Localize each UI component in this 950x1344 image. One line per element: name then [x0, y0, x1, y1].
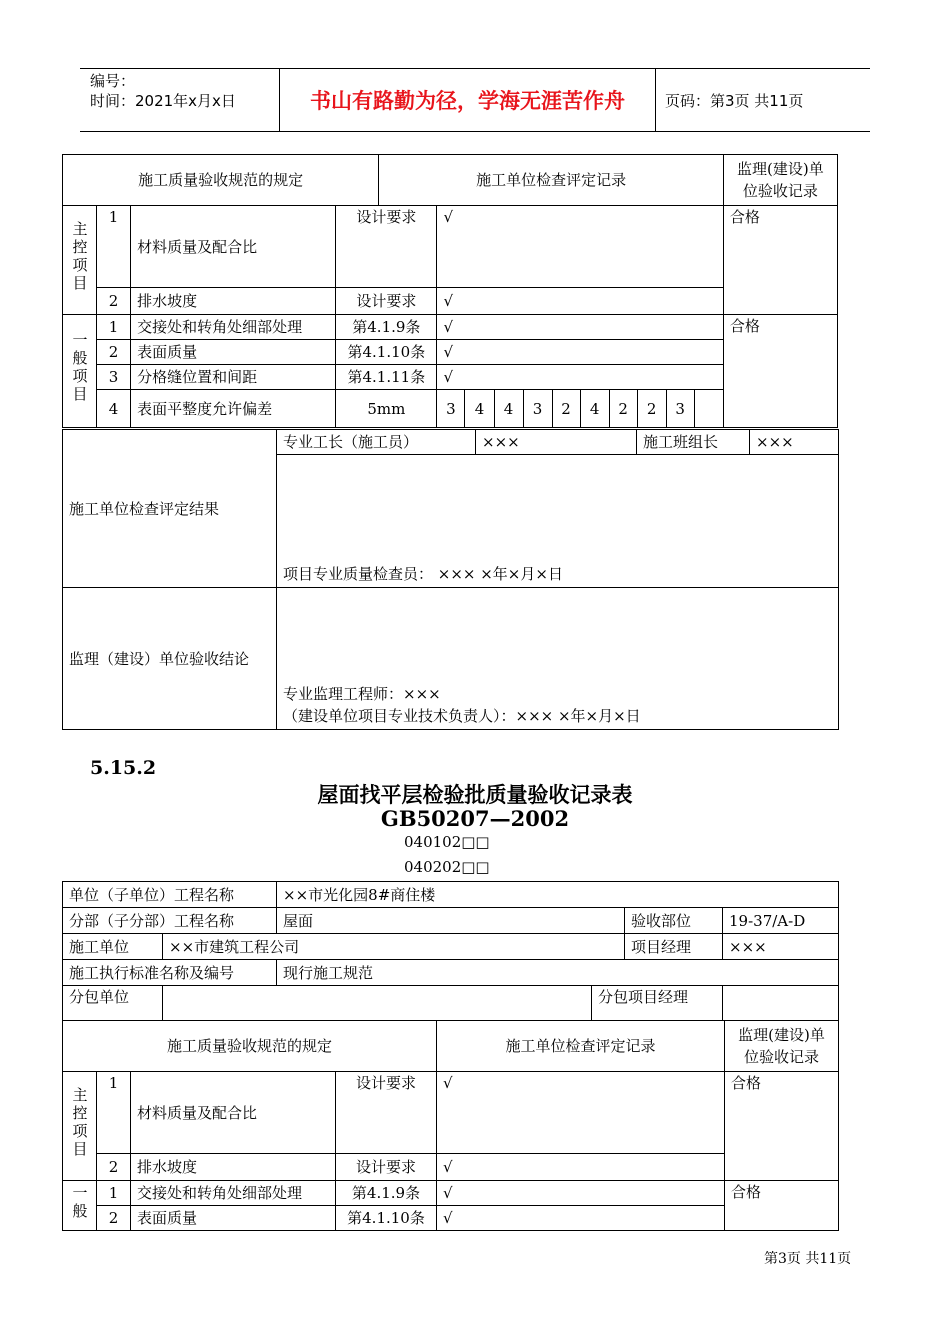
- form-code: 040202□□: [404, 858, 490, 876]
- general-items-label: 一般项目: [70, 332, 89, 404]
- col-spec-header: 施工质量验收规范的规定: [63, 1021, 437, 1072]
- deviation-cell: 4: [494, 390, 523, 428]
- row-item: 材料质量及配合比: [131, 206, 336, 288]
- main-items-label: 主控项目: [70, 1087, 89, 1159]
- row-no: 2: [97, 340, 131, 365]
- main-items-label: 主控项目: [70, 221, 89, 293]
- deviation-cell: 3: [437, 390, 465, 428]
- standard-name-value: 现行施工规范: [277, 960, 839, 986]
- project-manager-label: 项目经理: [625, 934, 723, 960]
- row-mark: √: [437, 365, 723, 390]
- row-spec: 第4.1.9条: [336, 1181, 437, 1206]
- header-meta: [80, 69, 280, 131]
- inspector-line: 项目专业质量检查员： ××× ×年×月×日: [277, 455, 839, 588]
- deviation-cell: 3: [666, 390, 694, 428]
- team-leader-label: 施工班组长: [637, 430, 750, 455]
- subcontractor-value: [163, 986, 592, 1021]
- row-mark: √: [437, 315, 723, 340]
- row-spec: 设计要求: [336, 206, 437, 288]
- row-mark: √: [437, 1154, 725, 1181]
- row-item: 分格缝位置和间距: [131, 365, 336, 390]
- row-no: 4: [97, 390, 131, 428]
- row-spec: 5mm: [336, 390, 437, 428]
- form-standard: GB50207—2002: [380, 806, 570, 831]
- foreman-value: ×××: [476, 430, 637, 455]
- inspection-table-1-signoff: [62, 429, 839, 730]
- engineer-line: 专业监理工程师：×××: [283, 685, 441, 703]
- foreman-label: 专业工长（施工员）: [277, 430, 476, 455]
- general-items-group: [63, 315, 97, 428]
- project-manager-value: ×××: [723, 934, 839, 960]
- deviation-cell: 4: [580, 390, 609, 428]
- header-motto: 书山有路勤为径，学海无涯苦作舟: [280, 69, 656, 131]
- standard-name-label: 施工执行标准名称及编号: [63, 960, 277, 986]
- row-mark: √: [437, 340, 723, 365]
- general-items-label: 一般: [70, 1184, 89, 1221]
- row-mark: √: [437, 288, 723, 315]
- row-item: 表面平整度允许偏差: [131, 390, 336, 428]
- form-title: 屋面找平层检验批质量验收记录表: [317, 782, 633, 807]
- row-no: 2: [97, 1206, 131, 1231]
- row-no: 1: [97, 315, 131, 340]
- row-spec: 设计要求: [336, 1072, 437, 1154]
- row-spec: 第4.1.10条: [336, 340, 437, 365]
- general-items-group: [63, 1181, 97, 1231]
- row-item: 交接处和转角处细部处理: [131, 315, 336, 340]
- deviation-cell: 4: [465, 390, 494, 428]
- deviation-cell: 3: [523, 390, 552, 428]
- general-pass-cell: 合格: [723, 315, 837, 428]
- sub-manager-label: 分包项目经理: [592, 986, 723, 1021]
- main-items-group: [63, 206, 97, 315]
- result-label: 施工单位检查评定结果: [63, 430, 277, 588]
- unit-name-label: 单位（子单位）工程名称: [63, 882, 277, 908]
- sub-manager-value: [723, 986, 839, 1021]
- row-no: 2: [97, 288, 131, 315]
- inspection-table-1: [62, 154, 838, 428]
- row-spec: 第4.1.10条: [336, 1206, 437, 1231]
- deviation-cell: 2: [609, 390, 637, 428]
- deviation-cell: 2: [552, 390, 580, 428]
- section-number: 5.15.2: [90, 757, 157, 779]
- row-spec: 第4.1.11条: [336, 365, 437, 390]
- contractor-label: 施工单位: [63, 934, 163, 960]
- acceptance-part-value: 19-37/A-D: [723, 908, 839, 934]
- contractor-value: ××市建筑工程公司: [163, 934, 625, 960]
- general-pass-cell: 合格: [725, 1181, 839, 1231]
- doc-number-label: 编号：: [90, 72, 136, 90]
- col-record-header: 施工单位检查评定记录: [437, 1021, 725, 1072]
- row-no: 1: [97, 1072, 131, 1154]
- col-supervise-header: 监理(建设)单位验收记录: [723, 155, 837, 206]
- unit-name-value: ××市光化园8#商住楼: [277, 882, 839, 908]
- inspection-table-2: [62, 1020, 839, 1231]
- row-item: 表面质量: [131, 340, 336, 365]
- conclusion-signoff: [277, 588, 839, 730]
- page-header: [80, 68, 870, 132]
- row-item: 表面质量: [131, 1206, 336, 1231]
- row-no: 2: [97, 1154, 131, 1181]
- row-item: 排水坡度: [131, 1154, 336, 1181]
- col-supervise-header: 监理(建设)单位验收记录: [725, 1021, 839, 1072]
- row-item: 材料质量及配合比: [131, 1072, 336, 1154]
- main-items-group: [63, 1072, 97, 1181]
- col-record-header: 施工单位检查评定记录: [379, 155, 723, 206]
- team-leader-value: ×××: [750, 430, 839, 455]
- row-mark: √: [437, 1206, 725, 1231]
- row-mark: √: [437, 206, 723, 288]
- owner-line: （建设单位项目专业技术负责人）：××× ×年×月×日: [283, 707, 641, 725]
- subcontractor-label: 分包单位: [63, 986, 163, 1021]
- row-no: 1: [97, 206, 131, 288]
- row-no: 1: [97, 1181, 131, 1206]
- row-item: 排水坡度: [131, 288, 336, 315]
- form-code: 040102□□: [404, 833, 490, 851]
- row-no: 3: [97, 365, 131, 390]
- row-mark: √: [437, 1181, 725, 1206]
- header-page-number: 页码：第3页 共11页: [665, 91, 804, 110]
- deviation-cell: [694, 390, 723, 428]
- conclusion-label: 监理（建设）单位验收结论: [63, 588, 277, 730]
- info-table-2: [62, 881, 839, 1021]
- deviation-cell: 2: [637, 390, 666, 428]
- page-footer: 第3页 共11页: [764, 1251, 852, 1267]
- row-spec: 设计要求: [336, 1154, 437, 1181]
- main-pass-cell: 合格: [723, 206, 837, 315]
- doc-time-label: 时间：2021年x月x日: [90, 92, 236, 110]
- division-name-value: 屋面: [277, 908, 625, 934]
- division-name-label: 分部（子分部）工程名称: [63, 908, 277, 934]
- main-pass-cell: 合格: [725, 1072, 839, 1181]
- row-mark: √: [437, 1072, 725, 1154]
- acceptance-part-label: 验收部位: [625, 908, 723, 934]
- row-item: 交接处和转角处细部处理: [131, 1181, 336, 1206]
- row-spec: 第4.1.9条: [336, 315, 437, 340]
- row-spec: 设计要求: [336, 288, 437, 315]
- col-spec-header: 施工质量验收规范的规定: [63, 155, 379, 206]
